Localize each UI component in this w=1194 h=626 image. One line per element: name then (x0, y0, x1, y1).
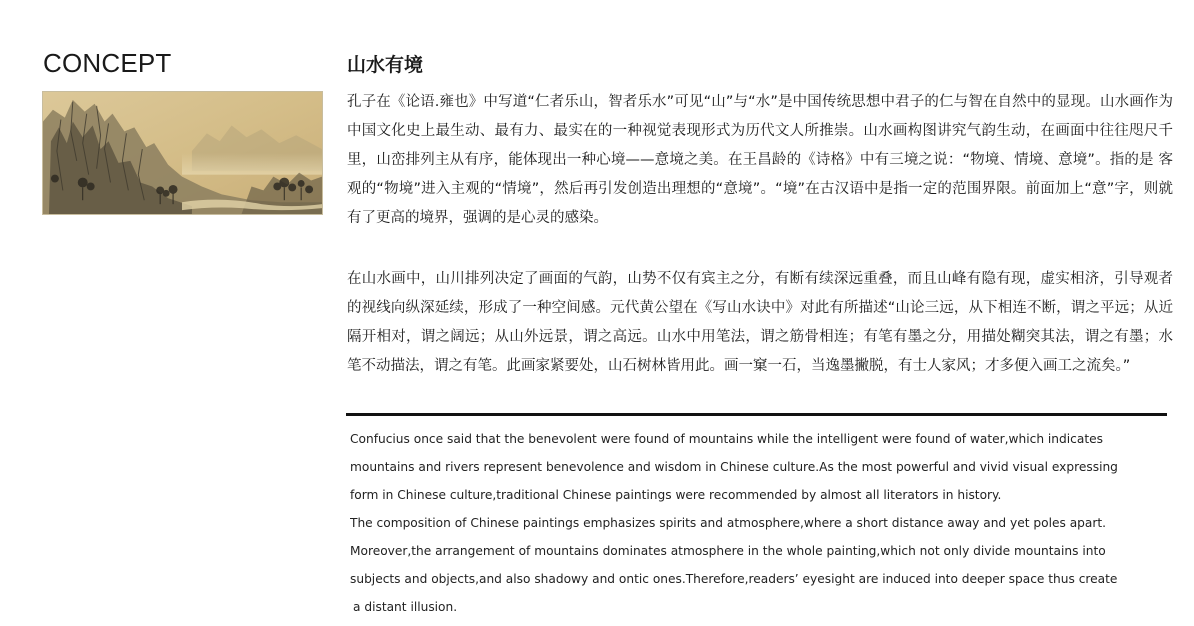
chinese-paragraph-2: 在山水画中，山川排列决定了画面的气韵，山势不仅有宾主之分，有断有续深远重叠，而且山峰有隐有现，虚实相济，引导观者的视线向纵深延续，形成了一种空间感。元代黄公望在《写山水诀中》对此有所描述“山论三远，从下相连不断，谓之平远；从近隔开相对，谓之阔远；从山外远景，谓之高远。山水中用笔法，谓之筋骨相连；有笔有墨之分，用描处糊突其法，谓之有墨；水笔不动描法，谓之有笔。此画家紧要处，山石树林皆用此。画一窠一石，当逸墨撇脱，有士人家风；才多便入画工之流矣。” (347, 271, 1173, 374)
concept-heading: CONCEPT (43, 48, 172, 78)
english-translation (350, 425, 1170, 621)
english-line: Moreover,the arrangement of mountains dominates atmosphere in the whole painting,which not only divide mountains into (350, 544, 1106, 558)
english-line: Confucius once said that the benevolent were found of mountains while the intelligent were found of water,which indicates (350, 432, 1103, 446)
section-title: 山水有境 (347, 54, 424, 76)
english-line: form in Chinese culture,traditional Chinese paintings were recommended by almost all literators in history. (350, 488, 1002, 502)
english-line: The composition of Chinese paintings emphasizes spirits and atmosphere,where a short distance away and yet poles apart. (350, 516, 1107, 530)
english-line: a distant illusion. (353, 600, 458, 614)
mist-band (182, 153, 322, 175)
english-line: subjects and objects,and also shadowy and ontic ones.Therefore,readers’ eyesight are induced into deeper space thus create (350, 572, 1118, 586)
section-divider (346, 413, 1167, 416)
english-line: mountains and rivers represent benevolence and wisdom in Chinese culture.As the most powerful and vivid visual expressing (350, 460, 1118, 474)
landscape-painting-image (43, 92, 322, 214)
chinese-paragraph-1: 孔子在《论语.雍也》中写道“仁者乐山，智者乐水”可见“山”与“水”是中国传统思想中君子的仁与智在自然中的显现。山水画作为中国文化史上最生动、最有力、最实在的一种视觉表现形式为历代文人所推崇。山水画构图讲究气韵生动，在画面中往往咫尺千里，山峦排列主从有序，能体现出一种心境——意境之美。在王昌龄的《诗格》中有三境之说：“物境、情境、意境”。指的是 客观的“物境”进入主观的“情境”，然后再引发创造出理想的“意境”。“境”在古汉语中是指一定的范围界限。前面加上“意”字，则就有了更高的境界，强调的是心灵的感染。 (347, 94, 1173, 226)
landscape-painting (42, 91, 323, 215)
